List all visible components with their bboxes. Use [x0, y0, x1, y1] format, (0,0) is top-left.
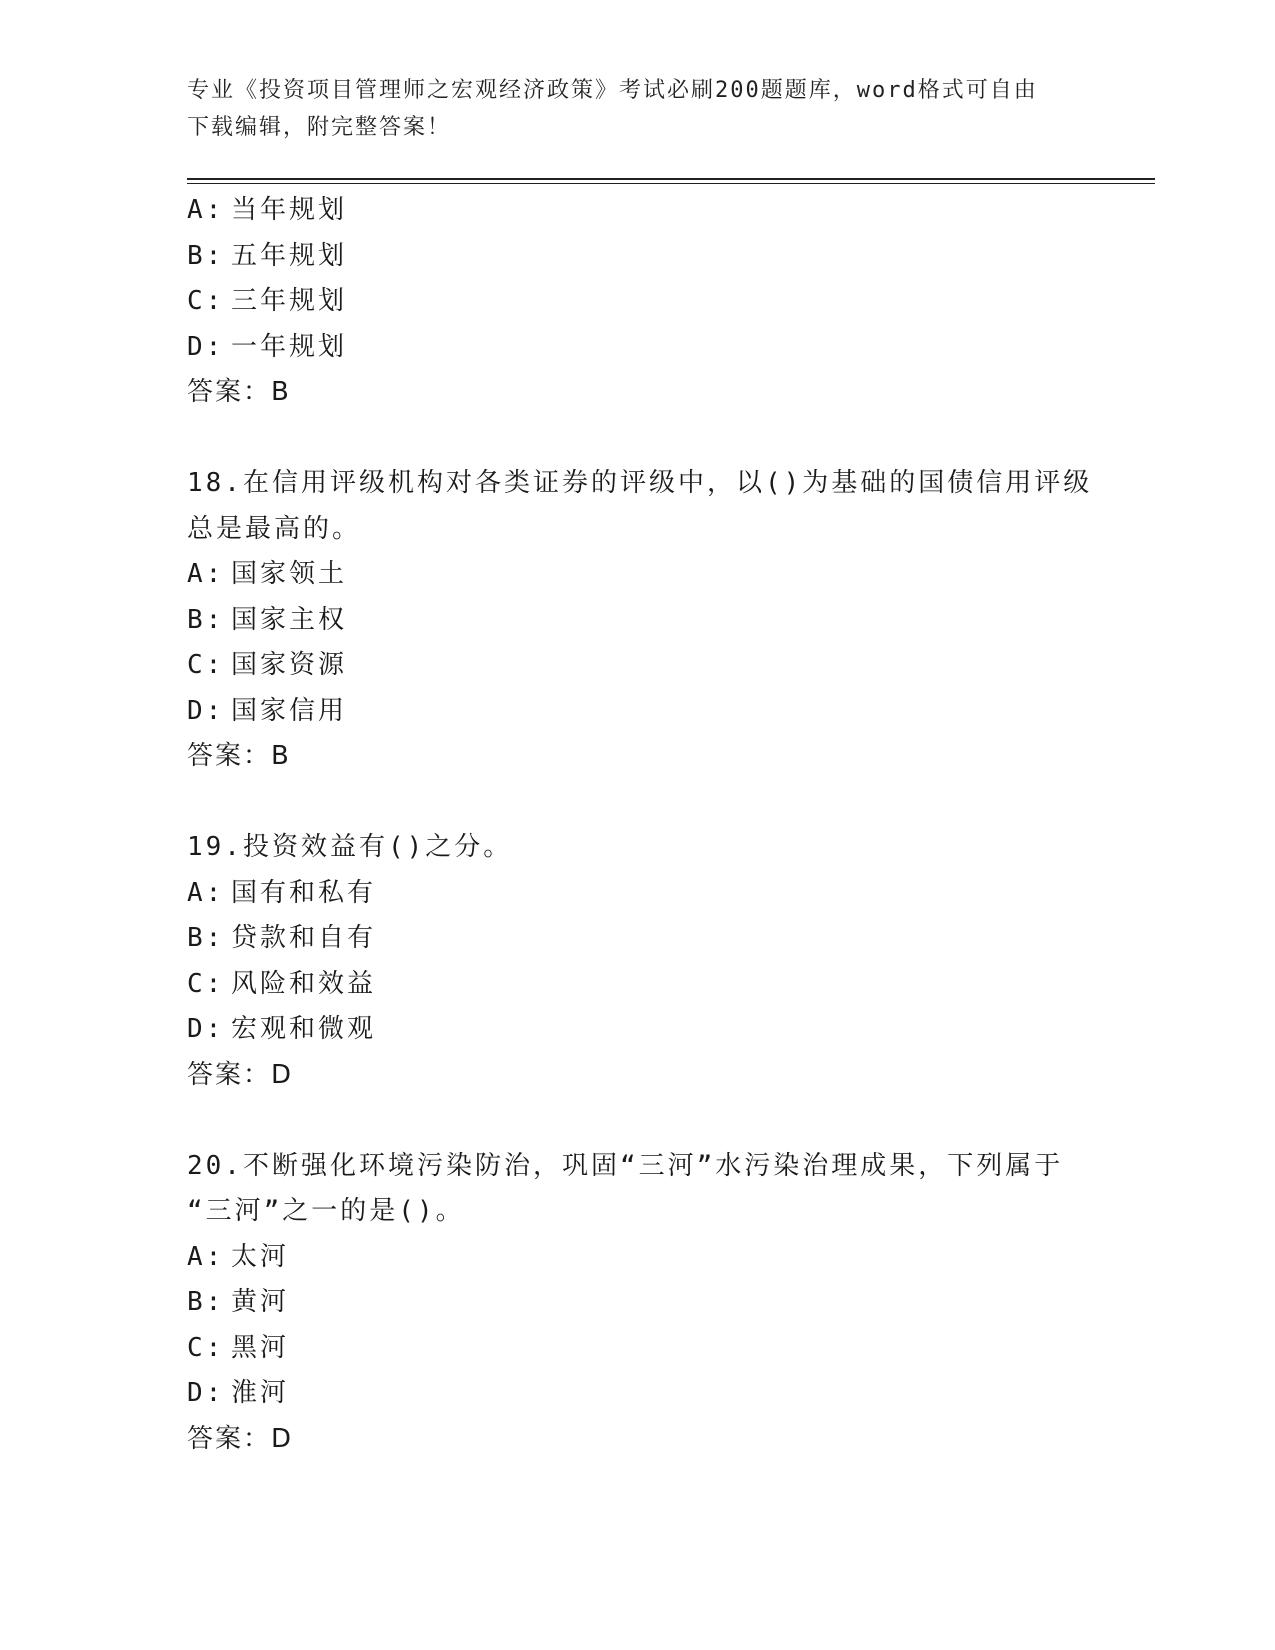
option-d — [187, 689, 1087, 735]
option-text: 宏观和微观 — [231, 1014, 377, 1044]
header-title-line-2: 下载编辑，附完整答案！ — [187, 115, 452, 140]
option-b — [187, 916, 1087, 962]
header-divider-thin — [187, 183, 1155, 184]
option-c — [187, 1326, 1087, 1372]
option-d — [187, 1371, 1087, 1417]
option-a — [187, 188, 1087, 234]
question-20 — [187, 1144, 1087, 1463]
option-text: 黄河 — [231, 1287, 290, 1317]
question-17-options — [187, 188, 1087, 416]
spacer — [187, 416, 1087, 462]
option-text: 贷款和自有 — [231, 923, 377, 953]
option-label: A: — [187, 1241, 225, 1272]
option-label: A: — [187, 195, 225, 225]
answer-line: 答案：D — [187, 1059, 294, 1090]
answer-line: 答案：B — [187, 377, 291, 407]
option-label: C: — [187, 1332, 225, 1363]
option-label: D: — [187, 695, 225, 726]
document-header — [187, 72, 1067, 146]
option-c — [187, 643, 1087, 689]
option-label: A: — [187, 877, 225, 908]
question-19 — [187, 825, 1087, 1098]
option-text: 黑河 — [231, 1332, 290, 1363]
question-stem: 19.投资效益有()之分。 — [187, 832, 513, 862]
option-a — [187, 552, 1087, 598]
option-text: 五年规划 — [231, 240, 348, 271]
option-d — [187, 325, 1087, 371]
option-text: 国家领土 — [231, 559, 348, 589]
option-text: 国家资源 — [231, 650, 348, 680]
option-text: 国家主权 — [231, 604, 348, 635]
option-label: B: — [187, 1287, 225, 1317]
option-label: B: — [187, 923, 225, 953]
header-title-line-1: 专业《投资项目管理师之宏观经济政策》考试必刷200题题库，word格式可自由 — [187, 78, 1038, 103]
option-text: 太河 — [231, 1241, 290, 1272]
option-text: 一年规划 — [231, 331, 348, 362]
option-text: 国家信用 — [231, 695, 348, 726]
question-stem-continued: “三河”之一的是()。 — [187, 1196, 465, 1226]
option-label: C: — [187, 286, 225, 316]
option-label: D: — [187, 1014, 225, 1044]
header-divider-thick — [187, 178, 1155, 180]
option-text: 国有和私有 — [231, 877, 377, 908]
answer-line: 答案：B — [187, 741, 291, 771]
option-label: A: — [187, 559, 225, 589]
option-b — [187, 234, 1087, 280]
question-stem: 18.在信用评级机构对各类证券的评级中，以()为基础的国债信用评级 — [187, 468, 1093, 498]
option-label: C: — [187, 650, 225, 680]
option-label: C: — [187, 968, 225, 999]
option-c — [187, 962, 1087, 1008]
spacer — [187, 780, 1087, 826]
question-stem-continued: 总是最高的。 — [187, 513, 362, 544]
option-d — [187, 1007, 1087, 1053]
option-c — [187, 279, 1087, 325]
option-text: 淮河 — [231, 1378, 290, 1408]
spacer — [187, 1098, 1087, 1144]
option-text: 三年规划 — [231, 286, 348, 316]
option-text: 风险和效益 — [231, 968, 377, 999]
option-label: D: — [187, 1378, 225, 1408]
option-label: B: — [187, 604, 225, 635]
option-text: 当年规划 — [231, 195, 348, 225]
option-label: D: — [187, 331, 225, 362]
question-stem: 20.不断强化环境污染防治，巩固“三河”水污染治理成果，下列属于 — [187, 1150, 1064, 1181]
option-b — [187, 598, 1087, 644]
option-b — [187, 1280, 1087, 1326]
option-label: B: — [187, 240, 225, 271]
option-a — [187, 1235, 1087, 1281]
option-a — [187, 871, 1087, 917]
question-18 — [187, 461, 1093, 780]
answer-line: 答案：D — [187, 1423, 294, 1454]
question-list — [187, 188, 1093, 1462]
